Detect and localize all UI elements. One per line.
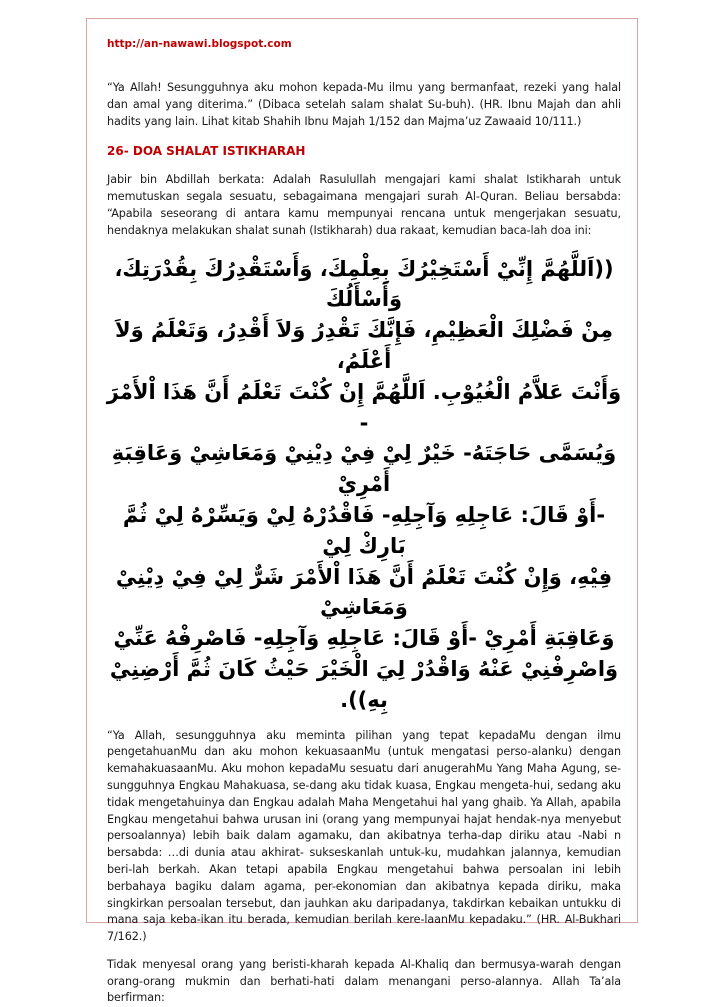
arabic-line: ((اَللَّهُمَّ إِنِّيْ أَسْتَخِيْرُكَ بِعِلْمِكَ، وَأَسْتَقْدِرُكَ بِقُدْرَتِكَ، وَأَسْأَلُكَ [114,256,614,312]
blog-url-link[interactable]: http://an-nawawi.blogspot.com [107,38,292,50]
arabic-line: -أَوْ قَالَ: عَاجِلِهِ وَآجِلِهِ- فَاقْدُرْهُ لِيْ وَيَسِّرْهُ لِيْ ثُمَّ بَارِكْ لِيْ [122,502,606,558]
section-heading: 26- DOA SHALAT ISTIKHARAH [107,144,306,159]
arabic-line: مِنْ فَضْلِكَ الْعَظِيْمِ، فَإِنَّكَ تَقْدِرُ وَلاَ أَقْدِرُ، وَتَعْلَمُ وَلاَ أَعْلَمُ، [114,318,614,373]
body-paragraph: Jabir bin Abdillah berkata: Adalah Rasulullah mengajari kami shalat Istikharah untuk memutuskan segala sesuatu, sebagaimana mengajari surah Al-Quran. Beliau bersabda: “Apabila seseorang di antara kamu mempunyai rencana untuk mengerjakan sesuatu, hendaknya melakukan shalat sunah (Istikharah) dua rakaat, kemudian baca-lah doa ini: [107,173,621,237]
arabic-line: وَيُسَمَّى حَاجَتَهُ- خَيْرٌ لِيْ فِيْ دِيْنِيْ وَمَعَاشِيْ وَعَاقِبَةِ أَمْرِيْ [111,441,617,497]
translation-paragraph: “Ya Allah, sesungguhnya aku meminta pilihan yang tepat kepadaMu dengan ilmu pengetahuanMu dan aku mohon kekuasaanMu (untuk mengatasi perso-alanku) dengan kemahakuasaanMu. Aku mohon kepadaMu sesuatu dari anugerahMu Yang Maha Agung, se-sungguhnya Engkau Mahakuasa, se-dang aku tidak kuasa, Engkau mengeta-hui, sedang aku tidak mengetahuinya dan Engkau adalah Maha Mengetahui hal yang ghaib. Ya Allah, apabila Engkau mengetahui bahwa urusan ini (orang yang mempunyai hajat hendak-nya menyebut persoalannya) lebih baik dalam agamaku, dan akibatnya terha-dap diriku atau -Nabi n bersabda: …di dunia atau akhirat- sukseskanlah untuk-ku, mudahkan jalannya, kemudian beri-lah berkah. Akan tetapi apabila Engkau mengetahui bahwa persoalan ini lebih berbahaya bagiku dalam agama, per-ekonomian dan akibatnya kepada diriku, maka singkirkan persoalan tersebut, dan jauhkan aku daripadanya, takdirkan kebaikan untukku di mana saja keba-ikan itu berada, kemudian berilah kere-laanMu kepadaku.” (HR. Al-Bukhari 7/162.) [107,728,621,944]
paragraph-spacer [107,946,621,957]
arabic-line: فِيْهِ، وَإِنْ كُنْتَ تَعْلَمُ أَنَّ هَذَا اْلأَمْرَ شَرٌّ لِيْ فِيْ دِيْنِيْ وَمَعَاشِيْ [115,564,613,620]
arabic-line: وَأَنْتَ عَلاَّمُ الْغُيُوْبِ. اَللَّهُمَّ إِنْ كُنْتَ تَعْلَمُ أَنَّ هَذَا اْلأَمْرَ - [106,379,622,435]
arabic-line: وَاصْرِفْنِيْ عَنْهُ وَاقْدُرْ لِيَ الْخَيْرَ حَيْثُ كَانَ ثُمَّ أَرْضِنِيْ بِهِ)). [109,656,619,712]
intro-paragraph: “Ya Allah! Sesungguhnya aku mohon kepada-Mu ilmu yang bermanfaat, rezeki yang halal dan amal yang diterima.” (Dibaca setelah salam shalat Su-buh). (HR. Ibnu Majah dan ahli hadits yang lain. Lihat kitab Shahih Ibnu Majah 1/152 dan Majma’uz Zawaaid 10/111.) [107,81,621,128]
arabic-prayer-text [101,254,627,716]
closing-paragraph: Tidak menyesal orang yang beristi-kharah kepada Al-Khaliq dan bermusya-warah dengan orang-orang mukmin dan berhati-hati dalam menangani perso-alannya. Allah Ta’ala berfirman: [107,957,621,1005]
arabic-line: وَعَاقِبَةِ أَمْرِيْ -أَوْ قَالَ: عَاجِلِهِ وَآجِلِهِ- فَاصْرِفْهُ عَنِّيْ [113,626,615,651]
document-content [107,38,621,1007]
